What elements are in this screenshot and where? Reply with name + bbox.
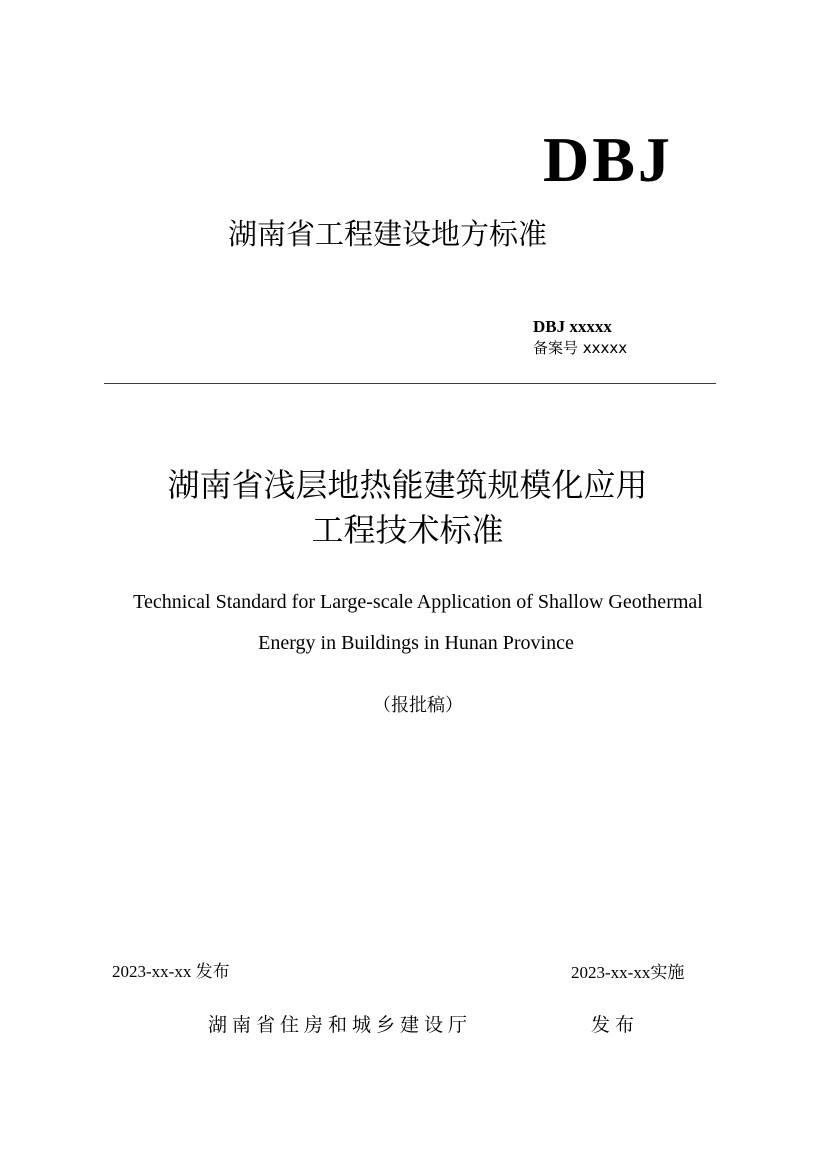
issue-label: 发布: [195, 962, 230, 982]
chinese-title-line-2: 工程技术标准: [311, 511, 504, 549]
dbj-logo: DBJ: [543, 124, 673, 195]
record-number: 备案号 xxxxx: [533, 339, 628, 357]
issue-date: 2023-xx-xx: [112, 962, 192, 981]
issuing-authority: 湖南省住房和城乡建设厅: [208, 1014, 473, 1036]
draft-stage-label: （报批稿）: [373, 695, 463, 716]
standard-code: DBJ xxxxx: [533, 317, 612, 336]
english-title-line-1: Technical Standard for Large-scale Application of Shallow Geothermal: [133, 591, 703, 613]
implementation-label: 实施: [650, 963, 685, 983]
issuing-action: 发布: [591, 1014, 640, 1036]
implementation-date-block: [571, 963, 684, 983]
english-title-line-2: Energy in Buildings in Hunan Province: [258, 632, 574, 654]
issue-date-block: [112, 962, 230, 982]
chinese-title-line-1: 湖南省浅层地热能建筑规模化应用: [167, 466, 648, 504]
standard-type-heading: 湖南省工程建设地方标准: [228, 217, 548, 251]
implementation-date: 2023-xx-xx: [571, 963, 651, 982]
header-divider: [104, 383, 716, 384]
